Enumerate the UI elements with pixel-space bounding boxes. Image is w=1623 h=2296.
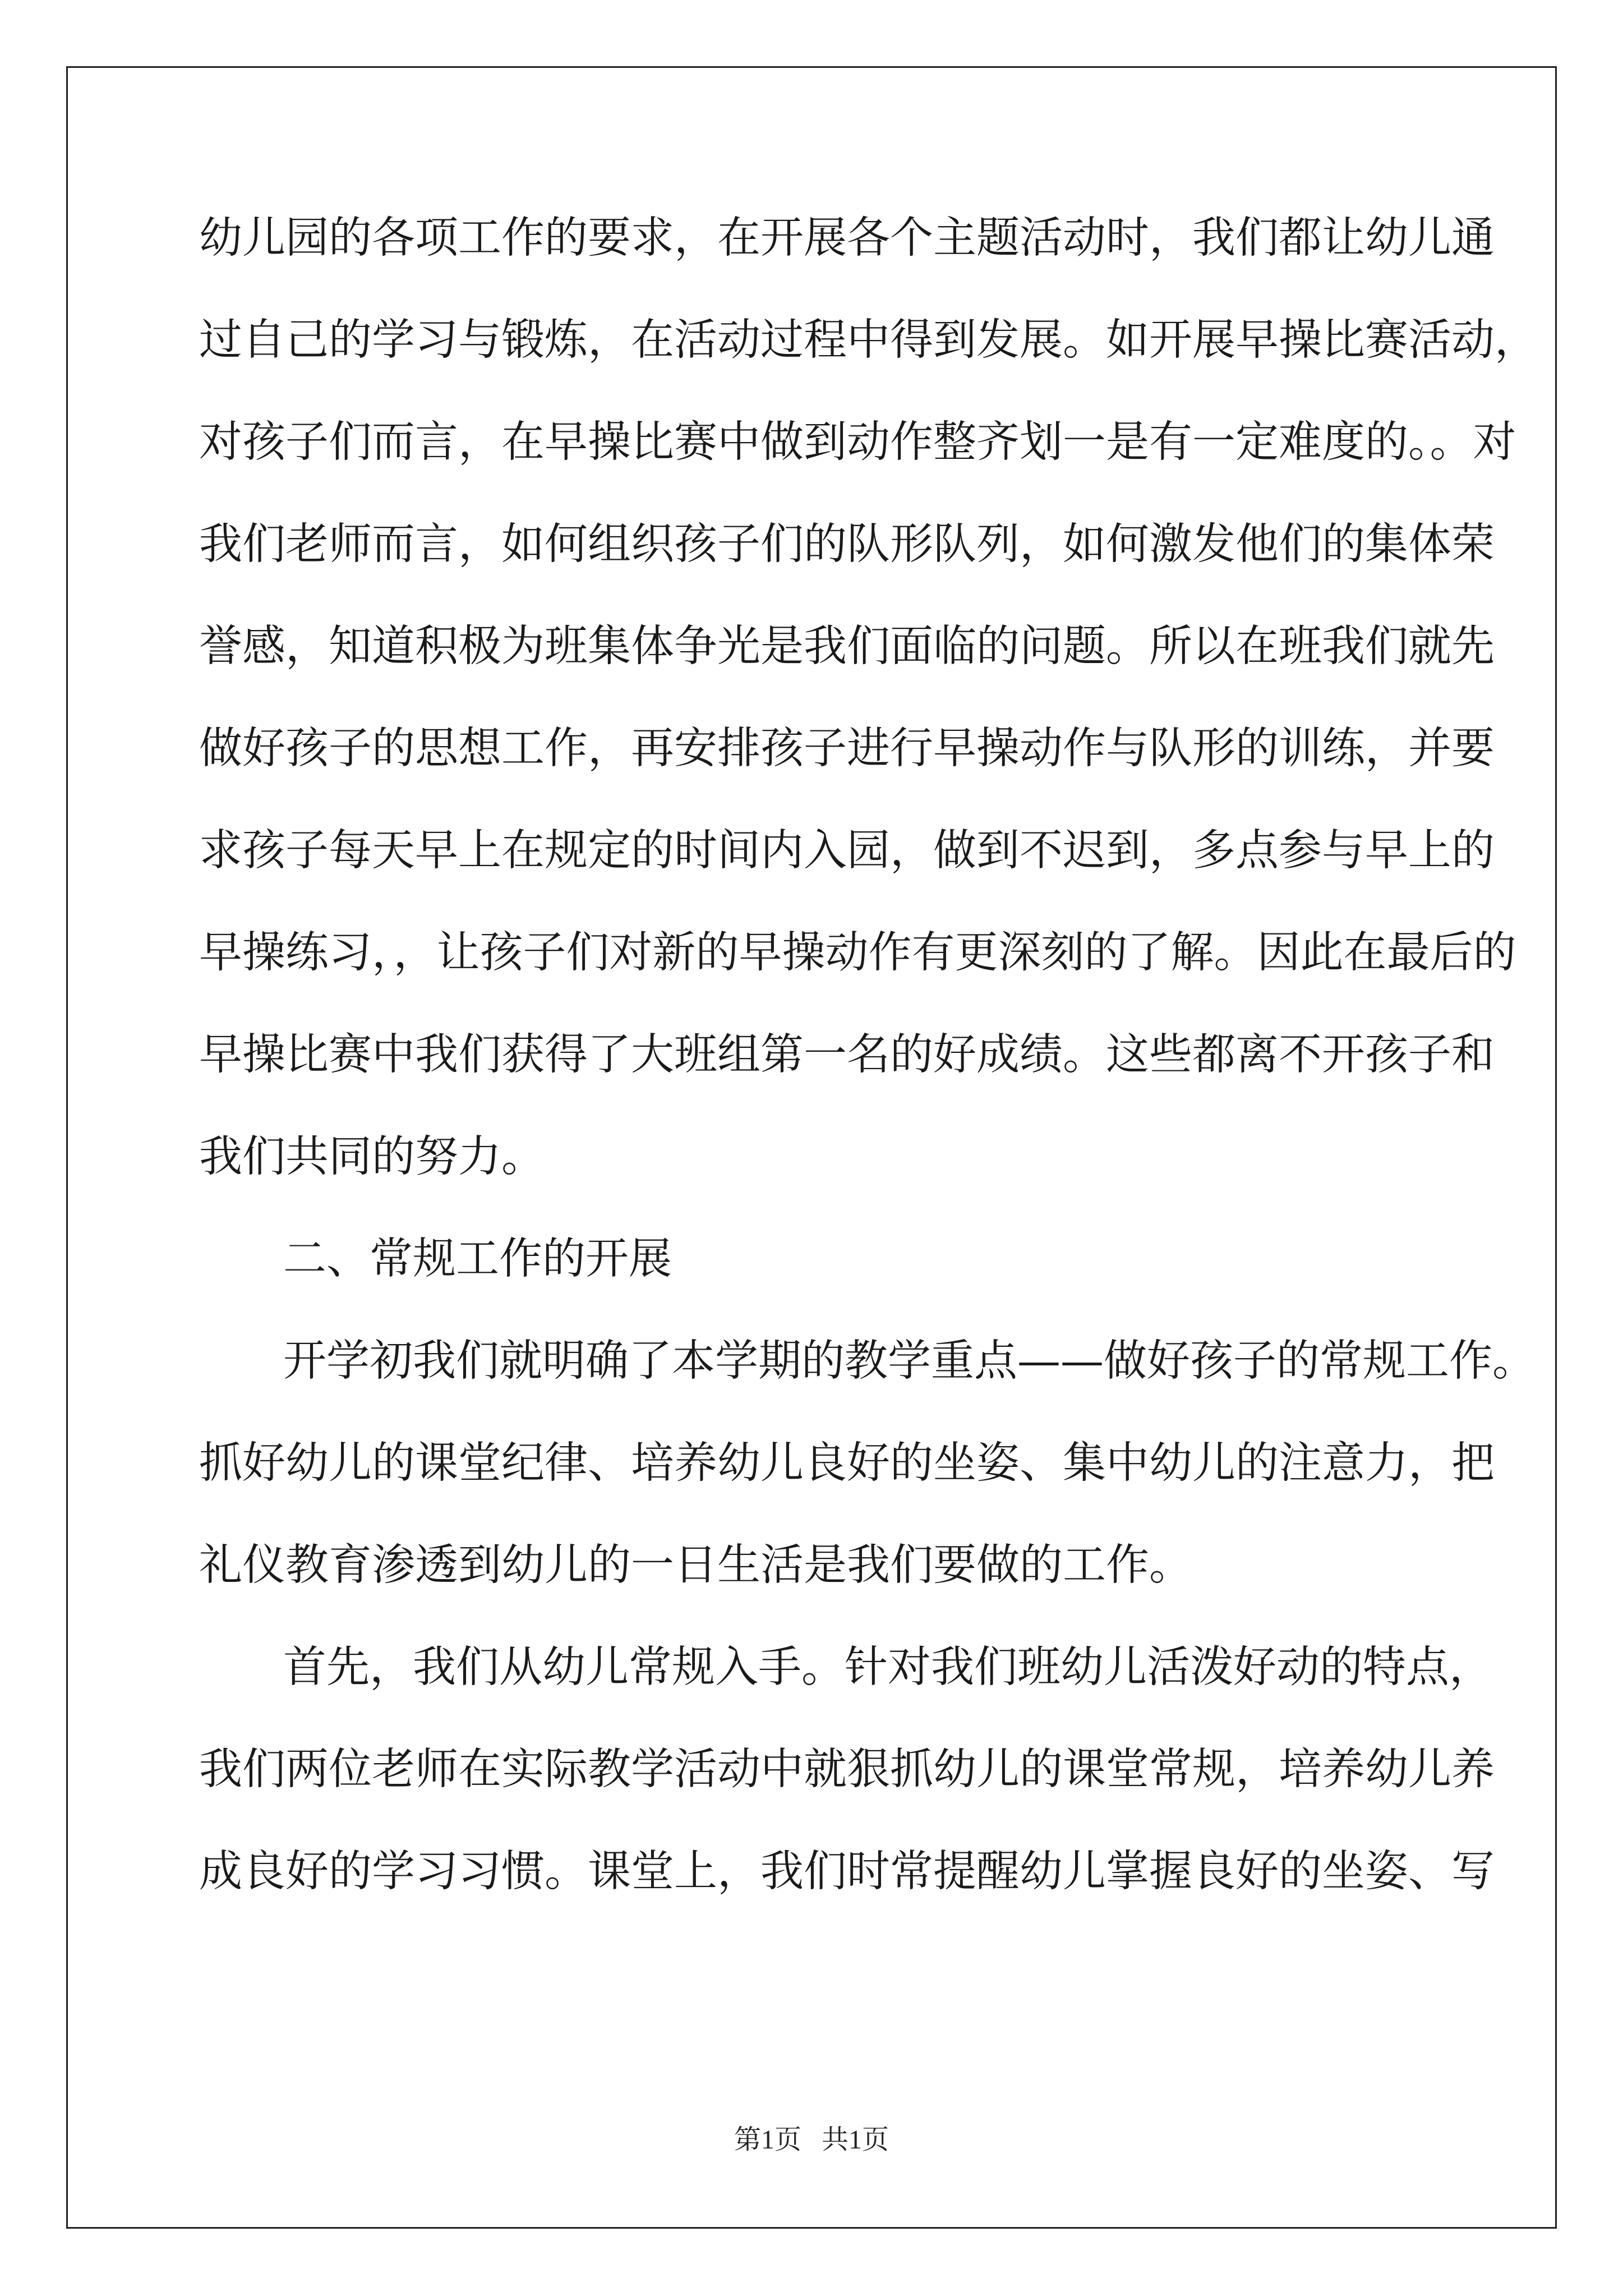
text-line: 幼儿园的各项工作的要求，在开展各个主题活动时，我们都让幼儿通 xyxy=(199,213,1495,263)
text-line: 做好孩子的思想工作，再安排孩子进行早操动作与队形的训练，并要 xyxy=(199,724,1495,774)
text-line: 抓好幼儿的课堂纪律、培养幼儿良好的坐姿、集中幼儿的注意力，把 xyxy=(199,1438,1495,1488)
text-line: 我们共同的努力。 xyxy=(199,1132,545,1182)
text-line: 礼仪教育渗透到幼儿的一日生活是我们要做的工作。 xyxy=(199,1540,1192,1590)
text-line: 对孩子们而言，在早操比赛中做到动作整齐划一是有一定难度的。。对 xyxy=(199,417,1516,467)
text-line: 过自己的学习与锻炼，在活动过程中得到发展。如开展早操比赛活动， xyxy=(199,315,1538,365)
section-heading: 二、常规工作的开展 xyxy=(283,1234,672,1284)
text-line: 开学初我们就明确了本学期的教学重点——做好孩子的常规工作。 xyxy=(283,1336,1536,1386)
text-line: 早操练习，，让孩子们对新的早操动作有更深刻的了解。因此在最后的 xyxy=(199,928,1516,978)
text-line: 誉感，知道积极为班集体争光是我们面临的问题。所以在班我们就先 xyxy=(199,622,1495,671)
text-line: 我们老师而言，如何组织孩子们的队形队列，如何激发他们的集体荣 xyxy=(199,519,1495,569)
text-line: 早操比赛中我们获得了大班组第一名的好成绩。这些都离不开孩子和 xyxy=(199,1030,1495,1080)
text-line: 成良好的学习习惯。课堂上，我们时常提醒幼儿掌握良好的坐姿、写 xyxy=(199,1847,1495,1897)
text-line: 首先，我们从幼儿常规入手。针对我们班幼儿活泼好动的特点， xyxy=(283,1642,1492,1692)
page-number-footer: 第1页 共1页 xyxy=(734,2125,889,2155)
text-line: 我们两位老师在实际教学活动中就狠抓幼儿的课堂常规，培养幼儿养 xyxy=(199,1745,1495,1795)
text-line: 求孩子每天早上在规定的时间内入园，做到不迟到，多点参与早上的 xyxy=(199,826,1495,876)
